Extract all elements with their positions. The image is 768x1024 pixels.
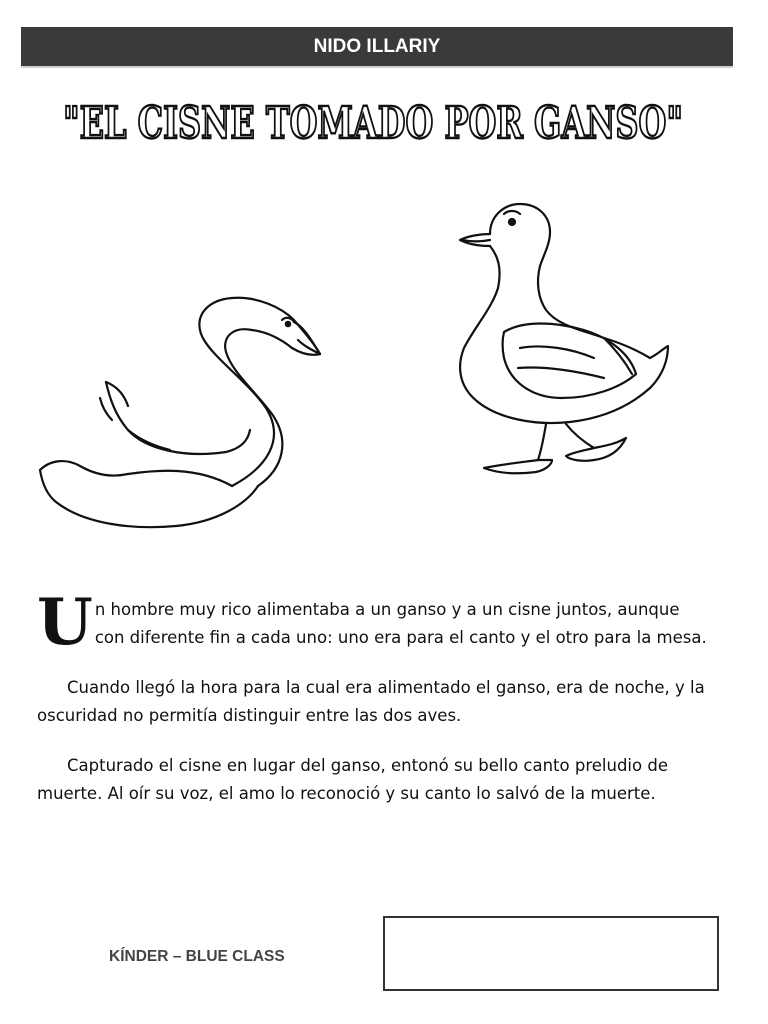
drop-cap: U [37, 585, 93, 660]
story-paragraph-1-text: n hombre muy rico alimentaba a un ganso y a un cisne juntos, aunque con diferente fin a cada uno: uno era para el canto y el otro para la mesa. [94, 600, 707, 647]
header-bar [21, 27, 733, 68]
swan-icon [36, 290, 326, 540]
story-paragraph-2: Cuando llegó la hora para la cual era alimentado el ganso, era de noche, y la oscuridad no permitía distinguir entre las dos aves. [37, 678, 705, 725]
page-title [0, 78, 768, 158]
goose-icon [454, 198, 676, 486]
class-label: KÍNDER – BLUE CLASS [109, 948, 285, 965]
page-title-text: "EL CISNE TOMADO POR GANSO" [63, 98, 683, 149]
story-paragraph-1 [37, 585, 707, 660]
story-text [37, 585, 707, 830]
school-name: NIDO ILLARIY [313, 35, 441, 57]
name-box[interactable] [383, 916, 719, 991]
story-paragraph-3: Capturado el cisne en lugar del ganso, entonó su bello canto preludio de muerte. Al oír su voz, el amo lo reconoció y su canto lo salvó de la muerte. [37, 756, 668, 803]
